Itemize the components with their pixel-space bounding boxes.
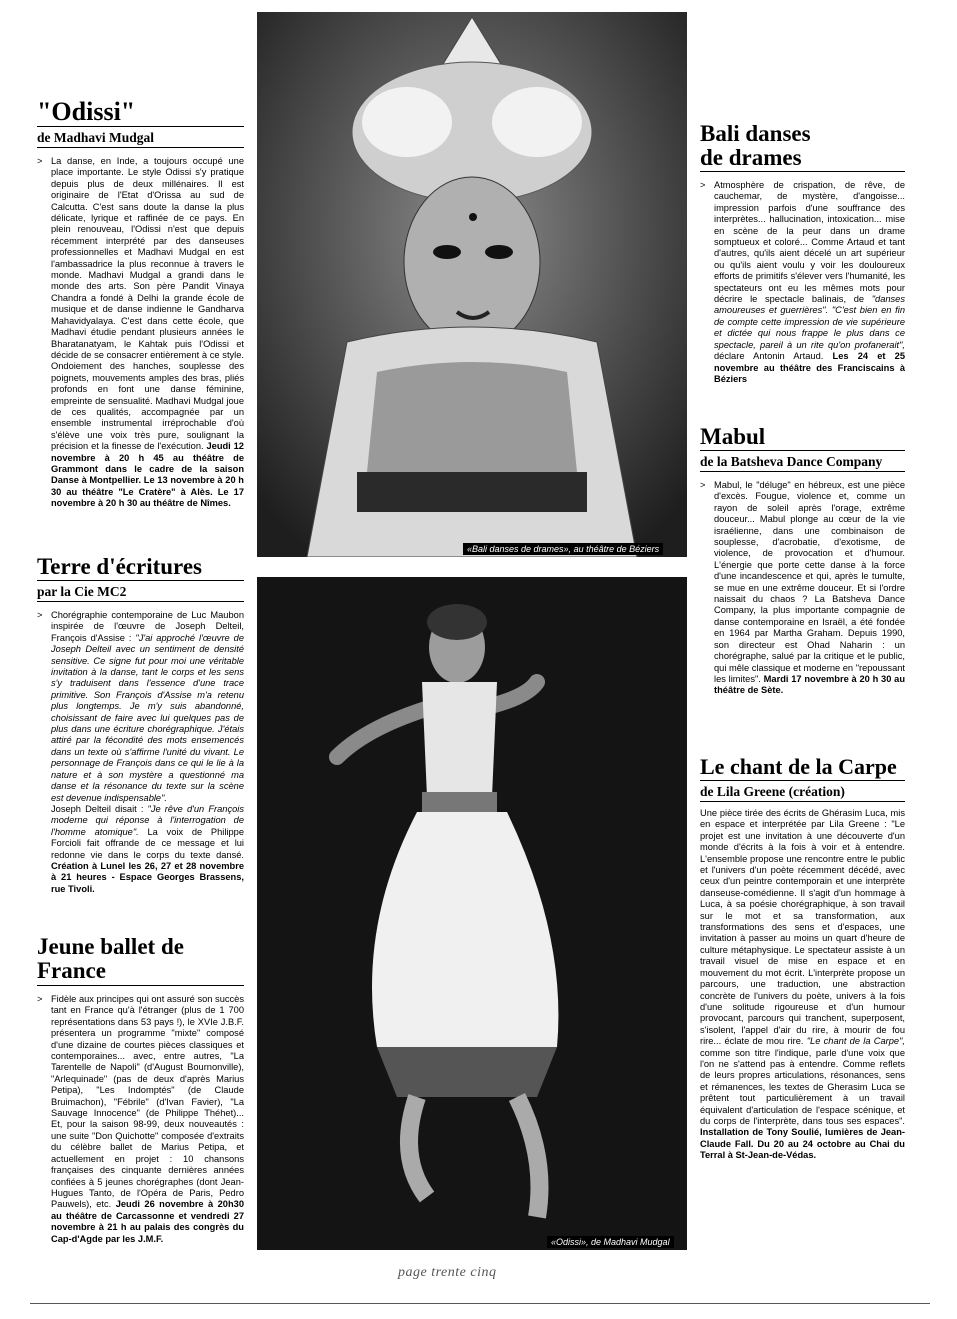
terre-quote-2: "Je rêve d'un François moderne qui réponse à l'interrogation de l'homme atomique".	[51, 803, 244, 837]
odissi-dancer-photo	[257, 577, 687, 1250]
terre-dates: Création à Lunel les 26, 27 et 28 novembre à 21 heures - Espace Georges Brassens, rue Tivoli.	[51, 860, 244, 894]
terre-body	[37, 610, 244, 895]
terre-body-text-2: Joseph Delteil disait :	[51, 803, 144, 814]
odissi-subtitle: de Madhavi Mudgal	[37, 130, 155, 145]
terre-title-rule	[37, 580, 244, 581]
carpe-body-text-1: Une pièce tirée des écrits de Ghérasim Luca, mis en espace et interprétée par Lila Greene : "Le projet est une invitation à une découverte d'un monde d'écrits à la fois à voir et à entendre. L'ensemble propose une rencontre entre le public et l'univers d'un poète récemment décédé, avec ceux d'un peintre contemporain et une interprète danseuse-comédienne. Il s'agit d'un hommage à Luca, à sa poésie chorégraphique, à son travail sur le mot et sa transformation, aux transformations des sens et d'espaces, une invitation à passer au moins un quart d'heure de culture métaphysique. Le spectateur assiste à un travail visuel de mise en espace et en mouvement du mot écrit. L'interprète propose un parcours, une traduction, une abstraction concrète de l'univers du poète, univers à la fois d'une solitude rigoureuse et d'un humour provocant, parcours qui tranchent, superposent, s'isolent, l'appel d'air du rire, à mourir de fou rire... éclate de mou rire.	[700, 808, 905, 1047]
carpe-subtitle: de Lila Greene (création)	[700, 784, 845, 799]
terre-body-text-3: La voix de Philippe Forcioli fait offrande de ce message et lui redonne vie dans le corps du texte dansé.	[51, 826, 244, 860]
mabul-body	[700, 480, 905, 697]
mabul-article	[700, 425, 905, 697]
terre-article	[37, 555, 244, 895]
jeune-title-rule	[37, 985, 244, 986]
terre-subtitle: par la Cie MC2	[37, 584, 127, 599]
mabul-subtitle: de la Batsheva Dance Company	[700, 454, 883, 469]
odissi-title-rule	[37, 126, 244, 127]
page-footer: page trente cinq	[398, 1265, 497, 1280]
carpe-article	[700, 755, 905, 1162]
bali-title-line-1: Bali danses	[700, 121, 811, 146]
bali-body-text-1: Atmosphère de crispation, de rêve, de cauchemar, de mystère, d'angoisse... impression parfois d'une souffrance des interprètes... hallucination, intoxication... mise en scène de la peur dans un drame somptueux et coloré... Comme Artaud et tant d'autres, qu'ils aient décelé un art supérieur ou qu'ils aient voulu y voir les douloureux efforts de primitifs s'élever vers l'humanité, les spectateurs ont eu les mêmes mots pour décrire le spectacle balinais, de	[714, 180, 905, 305]
bali-body	[700, 180, 905, 385]
carpe-body	[700, 808, 905, 1162]
jeune-article	[37, 935, 244, 1245]
carpe-quote: "Le chant de la Carpe",	[806, 1036, 905, 1047]
terre-quote-1: "J'ai approché l'œuvre de Joseph Delteil avec un sentiment de densité sensitive. Ce signe fut pour moi une véritable invitation à la danse, tant le corps et les sens s'y traduisent dans l'essence d'une trace primitive. Son François d'Assise m'a retenu plus longtemps. Je m'y suis abandonné, choisissant de faire avec lui quelques pas de plus dans une écriture chorégraphique. J'étais attiré par la fécondité des mots ensemencés dans un texte où s'affirme l'unité du vivant. Le personnage de François dans ce qui le lie à la nature et à son mystère a questionné ma danse et la résonance du texte sur la scène est devenue indispensable".	[51, 632, 244, 803]
odissi-subtitle-rule	[37, 147, 244, 148]
odissi-body	[37, 156, 244, 510]
bali-dancer-photo	[257, 12, 687, 557]
bali-title-rule	[700, 171, 905, 172]
odissi-body-text: La danse, en Inde, a toujours occupé une place importante. Le style Odissi s'y pratique depuis plus de deux millénaires. Il est originaire de l'Etat d'Orissa au sud de Calcutta. C'est sans doute la danse la plus délicate, lyrique et raffinée de ce pays. En plein renouveau, l'Odissi n'est que depuis récemment interprété par des danseuses professionnelles et Madhavi Mudgal en est l'ambassadrice la plus reconnue à travers le monde. Madhavi Mudgal a grandi dans le monde des arts. Son père Pandit Vinaya Chandra a fondé à Delhi la grande école de musique et de danse indienne le Gandharva Mahavidyalaya. C'est dans cette école, que Madhavi étudie pendant plusieurs années le Bharatanatyam, le Kahtak puis l'Odissi et décide de se consacrer entièrement à ce style. Ondoiement des hanches, souplesse des poignets, mouvements amples des bras, pliés profonds en font une danse féminine, empreinte de sensualité. Madhavi Mudgal joue de ces qualités, accompagnée par un ensemble instrumental irréprochable d'où s'élève une voix très pure, soulignant la précision et la finesse de l'exécution.	[51, 156, 244, 452]
odissi-title: "Odissi"	[37, 97, 136, 126]
bali-title-line-2: de drames	[700, 145, 802, 170]
carpe-dates: Installation de Tony Soulié, lumières de Jean-Claude Fall. Du 20 au 24 octobre au Chai du Terral à St-Jean-de-Védas.	[700, 1127, 905, 1161]
jeune-title: Jeune ballet de France	[37, 934, 184, 983]
bottom-rule	[30, 1303, 930, 1304]
odissi-photo-caption: «Odissi», de Madhavi Mudgal	[547, 1236, 674, 1248]
jeune-dates: Jeudi 26 novembre à 20h30 au théâtre de Carcassonne et vendredi 27 novembre à 21 h au palais des congrès du Cap-d'Agde par les J.M.F.	[51, 1199, 245, 1244]
jeune-body	[37, 994, 244, 1245]
mabul-title-rule	[700, 450, 905, 451]
bali-dates: Les 24 et 25 novembre au théâtre des Franciscains à Béziers	[714, 351, 906, 384]
odissi-article	[37, 97, 244, 510]
carpe-title: Le chant de la Carpe	[700, 754, 897, 779]
mabul-subtitle-rule	[700, 471, 905, 472]
bali-photo-caption: «Bali danses de drames», au théâtre de Béziers	[463, 543, 663, 555]
odissi-dates: Jeudi 12 novembre à 20 h 45 au théâtre de Grammont dans le cadre de la saison Danse à Montpellier. Le 13 novembre à 20 h 30 au théâtre "Le Cratère" à Alès. Le 17 novembre à 20 h 30 au théâtre de Nîmes.	[51, 441, 244, 509]
bali-dancer-illustration	[257, 12, 687, 557]
bali-body-text-2: déclare Antonin Artaud.	[714, 351, 824, 362]
mabul-title: Mabul	[700, 424, 766, 449]
carpe-body-text-2: comme son titre l'indique, parle d'une voix que l'on ne s'attend pas à entendre. Comme reflets de leurs propres articulations, résonances, sens et rémanences, les textes de Gherasim Luca se prêtent tout particulièrement à un travail équivalent d'articulation de l'espace scénique, et du corps de l'interprète, dans tous ses espaces".	[700, 1047, 905, 1126]
odissi-dancer-illustration	[257, 577, 687, 1250]
carpe-subtitle-rule	[700, 801, 905, 802]
terre-subtitle-rule	[37, 601, 244, 602]
jeune-body-text: Fidèle aux principes qui ont assuré son succès tant en France qu'à l'étranger (plus de 1 700 représentations dans 53 pays !), le XVIe J.B.F. présentera un programme "mixte" composé d'une dizaine de courtes pièces classiques et contemporaines... avec, entre autres, "La Tarentelle de Napoli" (d'August Bournonville), "Arlequinade" (pas de deux d'après Marius Petipa), "Les Indomptés" (de Claude Bruimachon), "Fébrile" (d'Ivan Favier), "La Sauvage Innocence" (de Philippe Théhet)... Et, pour la saison 98-99, deux nouveautés : une suite "Don Quichotte" composée d'extraits du célèbre ballet de Marius Petipa, et actuellement en projet : 10 chansons françaises des cinquante dernières années confiées à 5 jeunes chorégraphes (dont Jean-Hugues Tanto, de l'Opéra de Paris, Pedro Pauwels), etc.	[51, 994, 244, 1210]
bali-quote: "danses amoureuses et guerrières". "C'est bien en fin de compte cette impression de vie supérieure et dictée qui nous frappe le plus dans ce spectacle, pareil à un rite qu'on profanerait",	[714, 294, 905, 350]
carpe-title-rule	[700, 780, 905, 781]
terre-body-text-1: Chorégraphie contemporaine de Luc Maubon inspirée de l'œuvre de Joseph Delteil, François d'Assise :	[51, 610, 244, 643]
mabul-body-text: Mabul, le "déluge" en hébreux, est une pièce d'excès. Fougue, violence et, comme un rayon de soleil après l'orage, extrême douceur... Mabul plonge au cœur de la vie israélienne, dans une combinaison de souplesse, d'acrobatie, d'exotisme, de violence, de provocation et d'humour. L'énergie que porte cette danse à la force d'une incandescence et qui, après le tumulte, se mue en une extrême douceur. Et si l'ordre naissait du chaos ? La Batsheva Dance Company, la plus importante compagnie de danse contemporaine en Israël, a été fondée en 1964 par Martha Graham. Depuis 1990, son directeur est Ohad Naharin : un chorégraphe, salué par la critique et le public, qui mêle classique et moderne en "repoussant les limites".	[714, 480, 905, 684]
mabul-dates: Mardi 17 novembre à 20 h 30 au théâtre de Sète.	[714, 673, 906, 696]
terre-title: Terre d'écritures	[37, 554, 202, 579]
bali-article	[700, 122, 905, 385]
